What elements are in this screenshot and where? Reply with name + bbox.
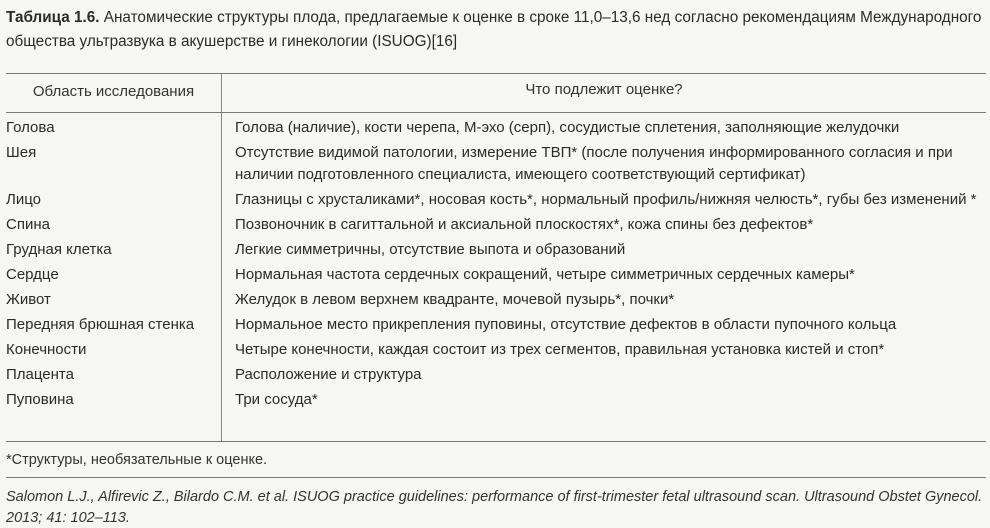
table-row	[6, 389, 986, 414]
header-assessment: Что подлежит оценке?	[525, 81, 683, 98]
row-area: Лицо	[6, 190, 41, 208]
header-area: Область исследования	[32, 83, 195, 100]
source-citation: Salomon L.J., Alfirevic Z., Bilardo C.M. et al. ISUOG practice guidelines: performance of first-trimester fetal ultrasound scan. Ultrasound Obstet Gynecol. 2013; 41: 102–113.	[6, 489, 983, 526]
row-assessment: Нормальное место прикрепления пуповины, отсутствие дефектов в области пупочного кольца	[235, 315, 897, 333]
row-area: Шея	[6, 144, 37, 161]
table-row	[6, 289, 986, 314]
row-area: Пуповина	[6, 390, 74, 408]
row-assessment: Позвоночник в сагиттальной и аксиальной плоскостях*, кожа спины без дефектов*	[235, 215, 814, 233]
row-assessment: Легкие симметричны, отсутствие выпота и образований	[235, 240, 626, 258]
header-bottom-border	[6, 112, 986, 113]
table-row	[6, 364, 986, 389]
row-assessment: Голова (наличие), кости черепа, М-эхо (серп), сосудистые сплетения, заполняющие желудочки	[235, 119, 900, 136]
table-title: Анатомические структуры плода, предлагаемые к оценке в сроке 11,0–13,6 нед согласно рекомендациям Международного общества ультразвука в акушерстве и гинекологии (ISUOG)[16]	[6, 9, 982, 50]
row-assessment: Четыре конечности, каждая состоит из трех сегментов, правильная установка кистей и стоп*	[235, 340, 885, 358]
table-row	[6, 189, 986, 214]
row-area: Конечности	[6, 340, 87, 358]
table-row	[6, 239, 986, 264]
table-caption	[6, 6, 986, 54]
table-row	[6, 264, 986, 289]
table-row	[6, 214, 986, 239]
row-area: Грудная клетка	[6, 240, 112, 258]
row-area: Живот	[6, 290, 51, 308]
table-row	[6, 339, 986, 364]
row-area: Голова	[6, 119, 55, 136]
row-assessment: Желудок в левом верхнем квадранте, мочевой пузырь*, почки*	[235, 290, 675, 308]
table-row	[6, 142, 986, 189]
table-row	[6, 117, 986, 142]
row-area: Передняя брюшная стенка	[6, 315, 195, 333]
row-assessment: Отсутствие видимой патологии, измерение ТВП* (после получения информированного согласия и при наличии подготовленного специалиста, имеющего соответствующий сертификат)	[235, 144, 953, 183]
table-footnote: *Структуры, необязательные к оценке.	[6, 452, 268, 468]
row-assessment: Нормальная частота сердечных сокращений, четыре симметричных сердечных камеры*	[235, 265, 855, 283]
table-header	[6, 73, 986, 112]
table-bottom-border	[6, 441, 986, 442]
row-area: Спина	[6, 215, 50, 233]
row-area: Сердце	[6, 265, 59, 283]
table-number: Таблица 1.6.	[6, 9, 100, 26]
footnote-divider	[6, 477, 986, 478]
row-area: Плацента	[6, 365, 74, 383]
table-body	[6, 117, 986, 414]
row-assessment: Три сосуда*	[235, 390, 318, 408]
table-row	[6, 314, 986, 339]
row-assessment: Расположение и структура	[235, 365, 422, 383]
row-assessment: Глазницы с хрусталиками*, носовая кость*, нормальный профиль/нижняя челюсть*, губы без изменений *	[235, 190, 977, 208]
